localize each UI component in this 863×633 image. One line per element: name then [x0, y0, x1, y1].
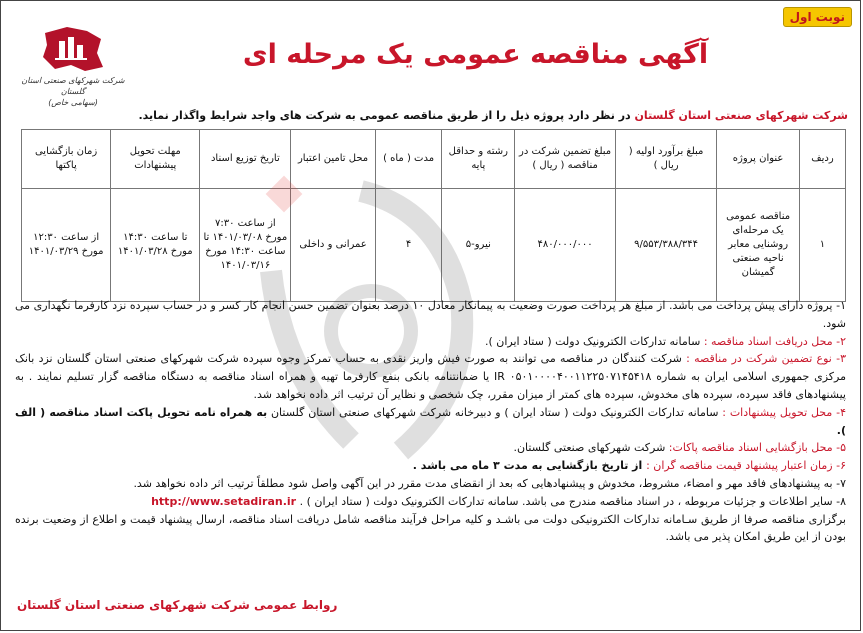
note-8 [15, 493, 846, 511]
note-6-label: ۶- زمان اعتبار پیشنهاد قیمت مناقصه گران : [646, 459, 846, 473]
intro-company: شرکت شهرکهای صنعتی استان گلستان [634, 109, 848, 122]
note-2-label: ۲- محل دریافت اسناد مناقصه : [703, 334, 846, 348]
note-3-label: ۳- نوع تضمین شرکت در مناقصه : [686, 352, 846, 366]
closing-paragraph: برگزاری مناقصه صرفا از طریق سـامانه تدارکات الکترونیکی دولت می باشـد و کلیه مراحل فرآیند مناقصه شامل دریافت اسناد مناقصه، ارسال پیشنهاد قیمت و اطلاع از وضعیت برنده بودن از این طریق امکان پذیر می باشد. [15, 512, 846, 544]
setadiran-link[interactable]: http://www.setadiran.ir [151, 494, 297, 508]
cell-estimate: ۹/۵۵۳/۳۸۸/۳۴۴ [615, 189, 716, 302]
note-5-label: ۵- محل بازگشایی اسناد مناقصه پاکات: [668, 441, 846, 455]
note-8-text: ۸- سایر اطلاعات و جزئیات مربوطه ، در اسناد مناقصه مندرج می باشد. سامانه تدارکات الکترونیک دولت ( ستاد ایران ) . [296, 494, 846, 508]
logo-company-name: شرکت شهرکهای صنعتی استان گلستان [21, 76, 125, 96]
table-row [22, 189, 846, 302]
col-header-project-title: عنوان پروژه [717, 130, 800, 189]
cell-guarantee: ۴۸۰/۰۰۰/۰۰۰ [515, 189, 616, 302]
note-5-text: شرکت شهرکهای صنعتی گلستان. [513, 441, 669, 455]
note-5 [15, 439, 846, 457]
note-4-label: ۴- محل تحویل پیشنهادات : [722, 405, 846, 419]
iran-map-logo-icon [37, 23, 109, 75]
note-4 [15, 404, 846, 440]
cell-deadline: تا ساعت ۱۴:۳۰ مورخ ۱۴۰۱/۰۳/۲۸ [111, 189, 200, 302]
cell-funding: عمرانی و داخلی [291, 189, 375, 302]
note-1: ۱- پروژه دارای پیش پرداخت می باشد. از مبلغ هر پرداخت صورت وضعیت به پیمانکار معادل ۱۰ درصد بعنوان تضمین حسن انجام کار کسر و در حساب سپرده نزد کارفرما نگهداری می شود. [15, 299, 846, 330]
note-2-text: سامانه تدارکات الکترونیک دولت ( ستاد ایران ). [484, 334, 704, 348]
tender-table [21, 129, 846, 302]
cell-opening: از ساعت ۱۲:۳۰ مورخ ۱۴۰۱/۰۳/۲۹ [22, 189, 111, 302]
note-6-bold: از تاریخ بازگشایی به مدت ۳ ماه می باشد . [412, 459, 647, 473]
public-relations-footer: روابط عمومی شرکت شهرکهای صنعتی استان گلستان [17, 598, 338, 612]
col-header-estimate: مبلغ برآورد اولیه ( ریال ) [615, 130, 716, 189]
intro-text: در نظر دارد پروژه ذیل را از طریق مناقصه عمومی به شرکت های واجد شرایط واگذار نماید. [138, 109, 635, 122]
company-logo [13, 23, 133, 113]
note-4-text: سامانه تدارکات الکترونیک دولت ( ستاد ایران ) و دبیرخانه شرکت شهرکهای صنعتی استان گلستان [267, 405, 723, 419]
notice-title: آگهی مناقصه عمومی یک مرحله ای [242, 39, 709, 70]
note-3-text: شرکت کنندگان در مناقصه می توانند به صورت فیش واریز نقدی به حساب تمرکز وجوه سپرده شرکت شهرکهای صنعتی استان گلستان نزد بانک مرکزی جمهوری اسلامی ایران به شماره IR ۰۵۰۱۰۰۰۰۴۰۰۱۱۲۲۵۰۷۱۴۵۴۱۸ یا ضمانتنامه بانکی بنفع کارفرما تهیه و همراه اسناد مناقصه به دستگاه مناقصه گزار تسلیم نمایند . به پیشنهادهای فاقد سپرده، سپرده های مخدوش، سپرده های کمتر از میزان مقرر، چک شخصی و نظایر آن ترتیب اثر داده نخواهد شد. [15, 352, 846, 401]
col-header-guarantee: مبلغ تضمین شرکت در مناقصه ( ریال ) [515, 130, 616, 189]
cell-distribution: از ساعت ۷:۳۰ مورخ ۱۴۰۱/۰۳/۰۸ تا ساعت ۱۴:۳۰ مورخ ۱۴۰۱/۰۳/۱۶ [200, 189, 291, 302]
notes-section [15, 297, 846, 546]
table-header-row [22, 130, 846, 189]
intro-paragraph [13, 109, 848, 122]
note-6 [15, 457, 846, 475]
note-2 [15, 333, 846, 351]
cell-duration: ۴ [375, 189, 442, 302]
note-3 [15, 350, 846, 403]
round-badge: نوبت اول [783, 7, 852, 27]
logo-company-type: (سهامی خاص) [48, 98, 98, 107]
col-header-opening: زمان بازگشایی پاکتها [22, 130, 111, 189]
cell-discipline: نیرو-۵ [442, 189, 515, 302]
col-header-distribution: تاریخ توزیع اسناد [200, 130, 291, 189]
col-header-row-no: ردیف [799, 130, 845, 189]
col-header-deadline: مهلت تحویل پیشنهادات [111, 130, 200, 189]
note-7: ۷- به پیشنهادهای فاقد مهر و امضاء، مشروط، مخدوش و پیشنهادهایی که بعد از انقضای مدت مقرر در این آگهی واصل شود مطلقاً ترتیب اثر داده نخواهد شد. [133, 476, 846, 490]
col-header-duration: مدت ( ماه ) [375, 130, 442, 189]
col-header-discipline: رشته و حداقل پایه [442, 130, 515, 189]
cell-project-title: مناقصه عمومی یک مرحله‌ای روشنایی معابر ناحیه صنعتی گمیشان [717, 189, 800, 302]
col-header-funding: محل تامین اعتبار [291, 130, 375, 189]
cell-row-no: ۱ [799, 189, 845, 302]
note-4-bold: به همراه نامه تحویل پاکت اسناد مناقصه ( الف ). [15, 405, 846, 437]
